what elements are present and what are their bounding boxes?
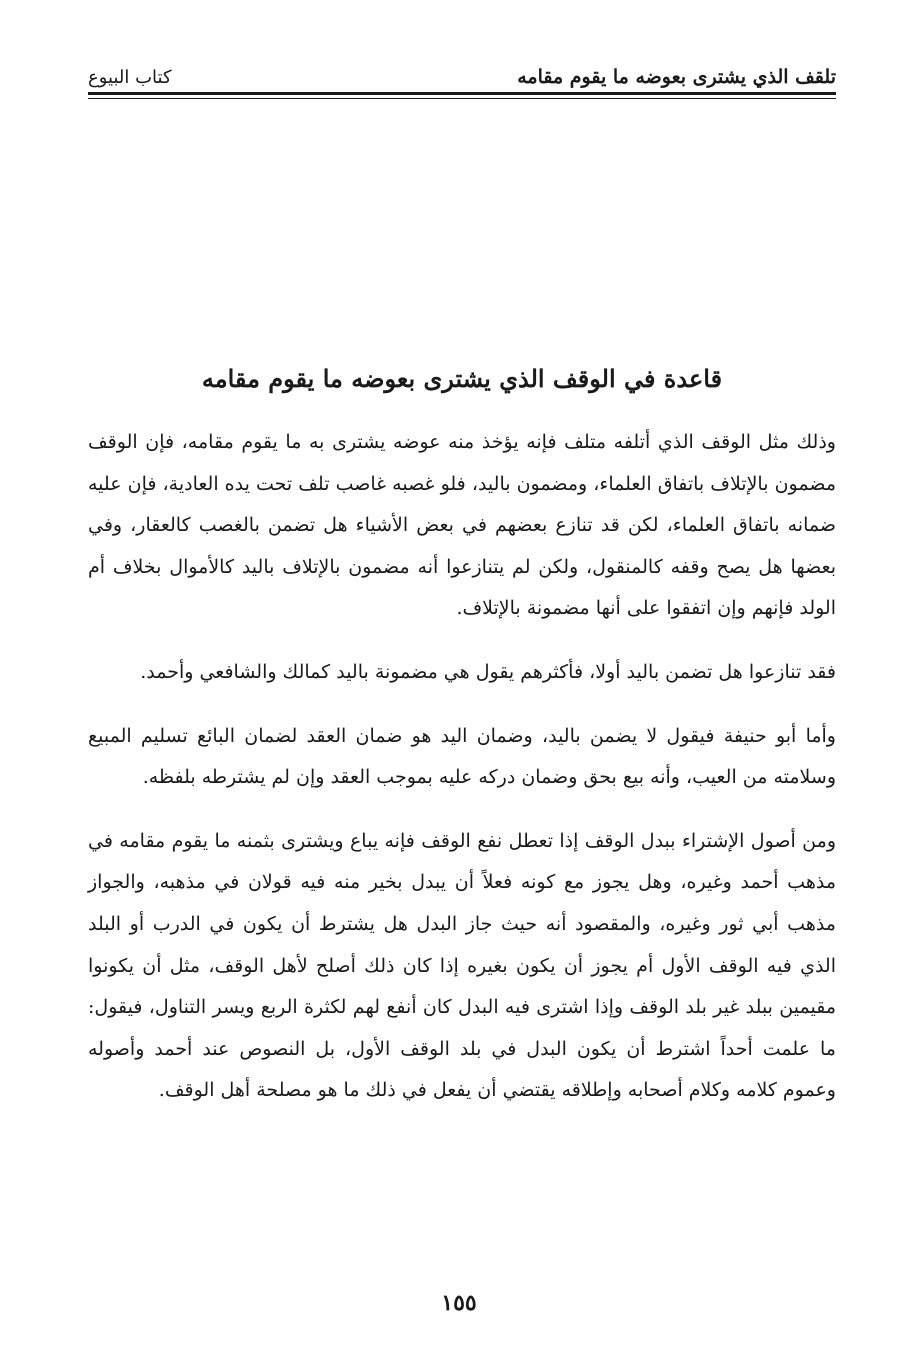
running-header [88,58,836,88]
paragraph: ومن أصول الإشتراء ببدل الوقف إذا تعطل نفع الوقف فإنه يباع ويشترى بثمنه ما يقوم مقامه في مذهب أحمد وغيره، وهل يجوز مع كونه فعلاً أن يبدل بخير منه فيه قولان في مذهبه، والجواز مذهب أبي ثور وغيره، والمقصود أنه حيث جاز البدل هل يشترط أن يكون في الدرب أو البلد الذي فيه الوقف الأول أم يجوز أن يكون بغيره إذا كان ذلك أصلح لأهل الوقف، مثل أن يكونوا مقيمين ببلد غير بلد الوقف وإذا اشترى فيه البدل كان أنفع لهم لكثرة الربع ويسر التناول، فيقول: ما علمت أحداً اشترط أن يكون البدل في بلد الوقف الأول، بل النصوص عند أحمد وأصوله وعموم كلامه وكلام أصحابه وإطلاقه يقتضي أن يفعل في ذلك ما هو مصلحة أهل الوقف. [88,829,836,1102]
running-title: تلقف الذي يشترى بعوضه ما يقوم مقامه [517,66,836,88]
header-rule-thin [88,98,836,99]
book-name: كتاب البيوع [88,67,172,88]
paragraph: فقد تنازعوا هل تضمن باليد أولا، فأكثرهم يقول هي مضمونة باليد كمالك والشافعي وأحمد. [140,660,836,683]
header-rule [88,92,836,95]
page-number: ١٥٥ [441,1290,477,1316]
paragraph: وأما أبو حنيفة فيقول لا يضمن باليد، وضمان اليد هو ضمان العقد لضمان البائع تسليم المبيع وسلامته من العيب، وأنه بيع بحق وضمان دركه عليه بموجب العقد وإن لم يشترطه بلفظه. [88,724,836,789]
paragraph: وذلك مثل الوقف الذي أتلفه متلف فإنه يؤخذ منه عوضه يشترى به ما يقوم مقامه، فإن الوقف مضمون بالإتلاف باتفاق العلماء، ومضمون باليد، فلو غصبه غاصب تلف تحت يده العادية، فإن عليه ضمانه باتفاق العلماء، لكن قد تنازع بعضهم في بعض الأشياء هل تضمن بالغصب كالعقار، وفي بعضها هل يصح وقفه كالمنقول، ولكن لم يتنازعوا أنه مضمون بالإتلاف باليد كالأموال بخلاف أم الولد فإنهم وإن اتفقوا على أنها مضمونة بالإتلاف. [88,431,836,620]
section-heading: قاعدة في الوقف الذي يشترى بعوضه ما يقوم مقامه [201,364,723,393]
body-text [88,422,836,1134]
